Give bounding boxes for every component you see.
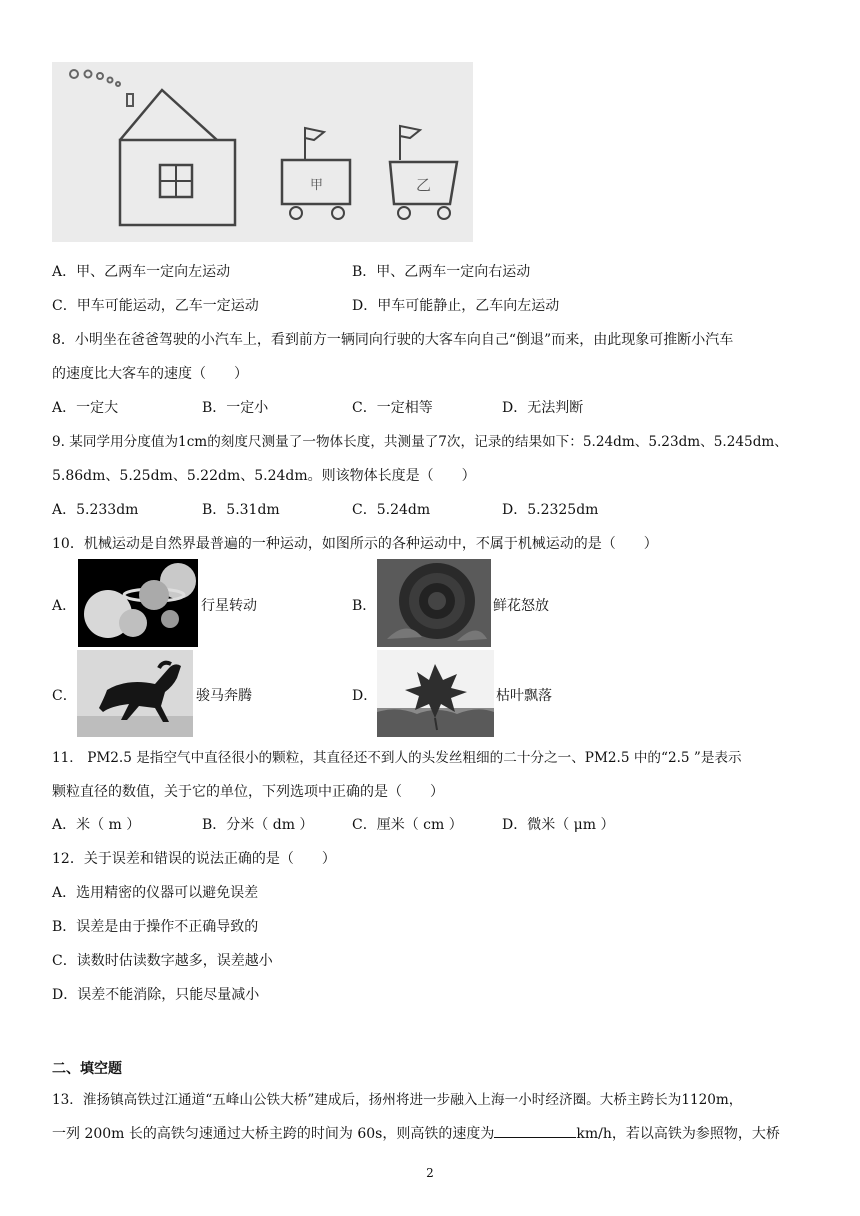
cart-jia-label: 甲 [310, 178, 324, 193]
q10-option-b-letter: B． [352, 598, 377, 614]
q10-stem: 10．机械运动是自然界最普遍的一种运动，如图所示的各种运动中，不属于机械运动的是（ ） [52, 536, 658, 552]
q11-option-d: D．微米（ μm ） [502, 817, 615, 833]
q10-option-b-label: 鲜花怒放 [493, 598, 549, 614]
planets-image [78, 559, 198, 647]
q11-stem-line1: 11． PM2.5 是指空气中直径很小的颗粒，其直径还不到人的头发丝粗细的二十分之一、PM2.5 中的“2.5 ”是表示 [52, 750, 742, 766]
q11-option-b: B．分米（ dm ） [202, 817, 314, 833]
q9-option-c: C．5.24dm [352, 502, 431, 518]
q13-stem-line2-part2: km/h，若以高铁为参照物，大桥 [576, 1126, 780, 1142]
q9-option-a: A．5.233dm [52, 502, 139, 518]
flower-image [377, 559, 491, 647]
q9-stem-line1: 9. 某同学用分度值为1cm的刻度尺测量了一物体长度，共测量了7次，记录的结果如下：5.24dm、5.23dm、5.245dm、 [52, 434, 788, 450]
q13-answer-blank[interactable] [494, 1122, 576, 1138]
cart-yi-label: 乙 [416, 176, 432, 194]
q13-stem-line2 [52, 1122, 780, 1144]
q9-stem-line2: 5.86dm、5.25dm、5.22dm、5.24dm。则该物体长度是（ ） [52, 468, 476, 484]
q10-option-c-label: 骏马奔腾 [196, 688, 252, 704]
page-number: 2 [426, 1166, 434, 1180]
q8-stem-line2: 的速度比大客车的速度（ ） [52, 366, 248, 382]
q7-option-c: C．甲车可能运动，乙车一定运动 [52, 298, 259, 314]
q8-stem-line1: 8．小明坐在爸爸驾驶的小汽车上，看到前方一辆同向行驶的大客车向自己“倒退”而来，由此现象可推断小汽车 [52, 332, 734, 348]
q12-option-b: B．误差是由于操作不正确导致的 [52, 919, 259, 935]
q8-option-b: B．一定小 [202, 400, 269, 416]
falling-leaf-image [377, 650, 494, 737]
q7-option-d: D．甲车可能静止，乙车向左运动 [352, 298, 560, 314]
q10-option-a-letter: A． [52, 598, 77, 614]
q10-option-c-letter: C． [52, 688, 77, 704]
q9-option-b: B．5.31dm [202, 502, 280, 518]
q12-option-a: A．选用精密的仪器可以避免误差 [52, 885, 259, 901]
q10-option-a-label: 行星转动 [201, 598, 257, 614]
q12-option-d: D．误差不能消除，只能尽量减小 [52, 987, 260, 1003]
q11-option-c: C．厘米（ cm ） [352, 817, 463, 833]
q13-stem-line1: 13．淮扬镇高铁过江通道“五峰山公铁大桥”建成后，扬州将进一步融入上海一小时经济圈。大桥主跨长为1120m， [52, 1092, 743, 1108]
q9-option-d: D．5.2325dm [502, 502, 599, 518]
q8-option-a: A．一定大 [52, 400, 119, 416]
q12-stem: 12．关于误差和错误的说法正确的是（ ） [52, 851, 336, 867]
q10-option-d-label: 枯叶飘落 [496, 688, 552, 704]
q12-option-c: C．读数时估读数字越多，误差越小 [52, 953, 273, 969]
q10-option-d-letter: D． [352, 688, 378, 704]
house-carts-figure [52, 62, 473, 242]
q13-stem-line2-part1: 一列 200m 长的高铁匀速通过大桥主跨的时间为 60s，则高铁的速度为 [52, 1126, 495, 1142]
q8-option-c: C．一定相等 [352, 400, 433, 416]
section-title-fill-in: 二、填空题 [52, 1061, 122, 1077]
q11-option-a: A．米（ m ） [52, 817, 141, 833]
q11-stem-line2: 颗粒直径的数值，关于它的单位，下列选项中正确的是（ ） [52, 784, 444, 800]
q7-option-b: B．甲、乙两车一定向右运动 [352, 264, 531, 280]
horse-image [77, 650, 193, 737]
q8-option-d: D．无法判断 [502, 400, 584, 416]
q7-option-a: A．甲、乙两车一定向左运动 [52, 264, 231, 280]
house-carts-drawing [52, 62, 473, 242]
